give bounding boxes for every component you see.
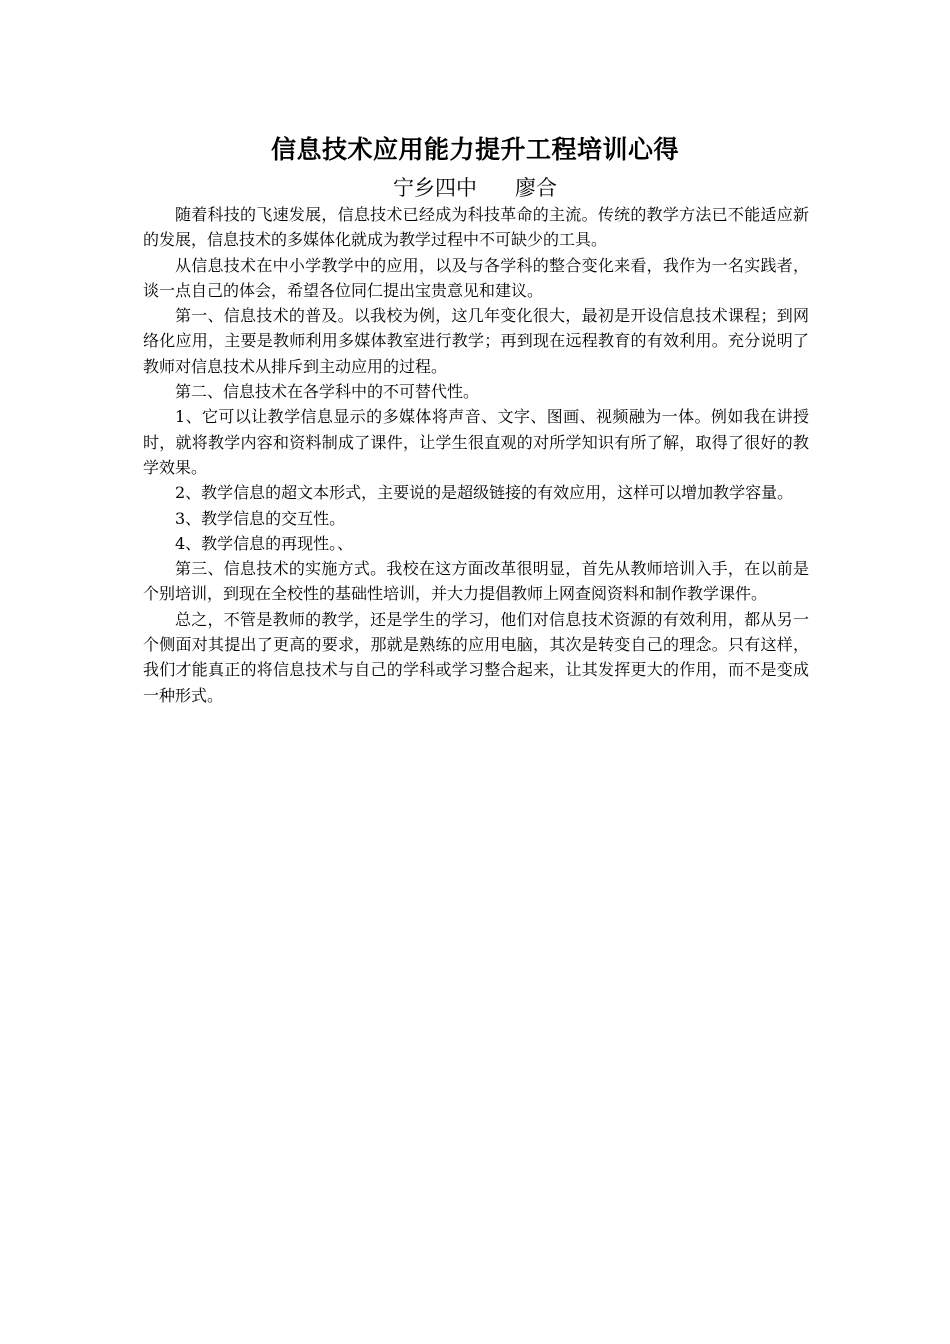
document-title: 信息技术应用能力提升工程培训心得	[270, 135, 679, 164]
paragraph: 第三、信息技术的实施方式。我校在这方面改革很明显，首先从教师培训入手，在以前是个别培训，到现在全校性的基础性培训，并大力提倡教师上网查阅资料和制作教学课件。	[143, 559, 809, 604]
paragraph: 第二、信息技术在各学科中的不可替代性。	[175, 382, 480, 402]
paragraph: 3、教学信息的交互性。	[175, 508, 346, 528]
byline	[0, 174, 950, 202]
paragraph: 2、教学信息的超文本形式，主要说的是超级链接的有效应用，这样可以增加教学容量。	[175, 483, 794, 503]
byline-author: 廖合	[515, 176, 557, 200]
document-body	[143, 202, 809, 708]
paragraph: 4、教学信息的再现性。、	[175, 533, 354, 553]
paragraph: 第一、信息技术的普及。以我校为例，这几年变化很大，最初是开设信息技术课程；到网络化应用，主要是教师利用多媒体教室进行教学；再到现在远程教育的有效利用。充分说明了教师对信息技术从排斥到主动应用的过程。	[143, 306, 809, 376]
paragraph: 1、它可以让教学信息显示的多媒体将声音、文字、图画、视频融为一体。例如我在讲授时，就将教学内容和资料制成了课件，让学生很直观的对所学知识有所了解，取得了很好的教学效果。	[143, 407, 809, 477]
paragraph: 随着科技的飞速发展，信息技术已经成为科技革命的主流。传统的教学方法已不能适应新的发展，信息技术的多媒体化就成为教学过程中不可缺少的工具。	[143, 205, 809, 250]
paragraph: 总之，不管是教师的教学，还是学生的学习，他们对信息技术资源的有效利用，都从另一个侧面对其提出了更高的要求，那就是熟练的应用电脑，其次是转变自己的理念。只有这样，我们才能真正的将信息技术与自己的学科或学习整合起来，让其发挥更大的作用，而不是变成一种形式。	[143, 609, 809, 705]
paragraph: 从信息技术在中小学教学中的应用，以及与各学科的整合变化来看，我作为一名实践者，谈一点自己的体会，希望各位同仁提出宝贵意见和建议。	[143, 255, 809, 300]
byline-school: 宁乡四中	[393, 176, 477, 200]
